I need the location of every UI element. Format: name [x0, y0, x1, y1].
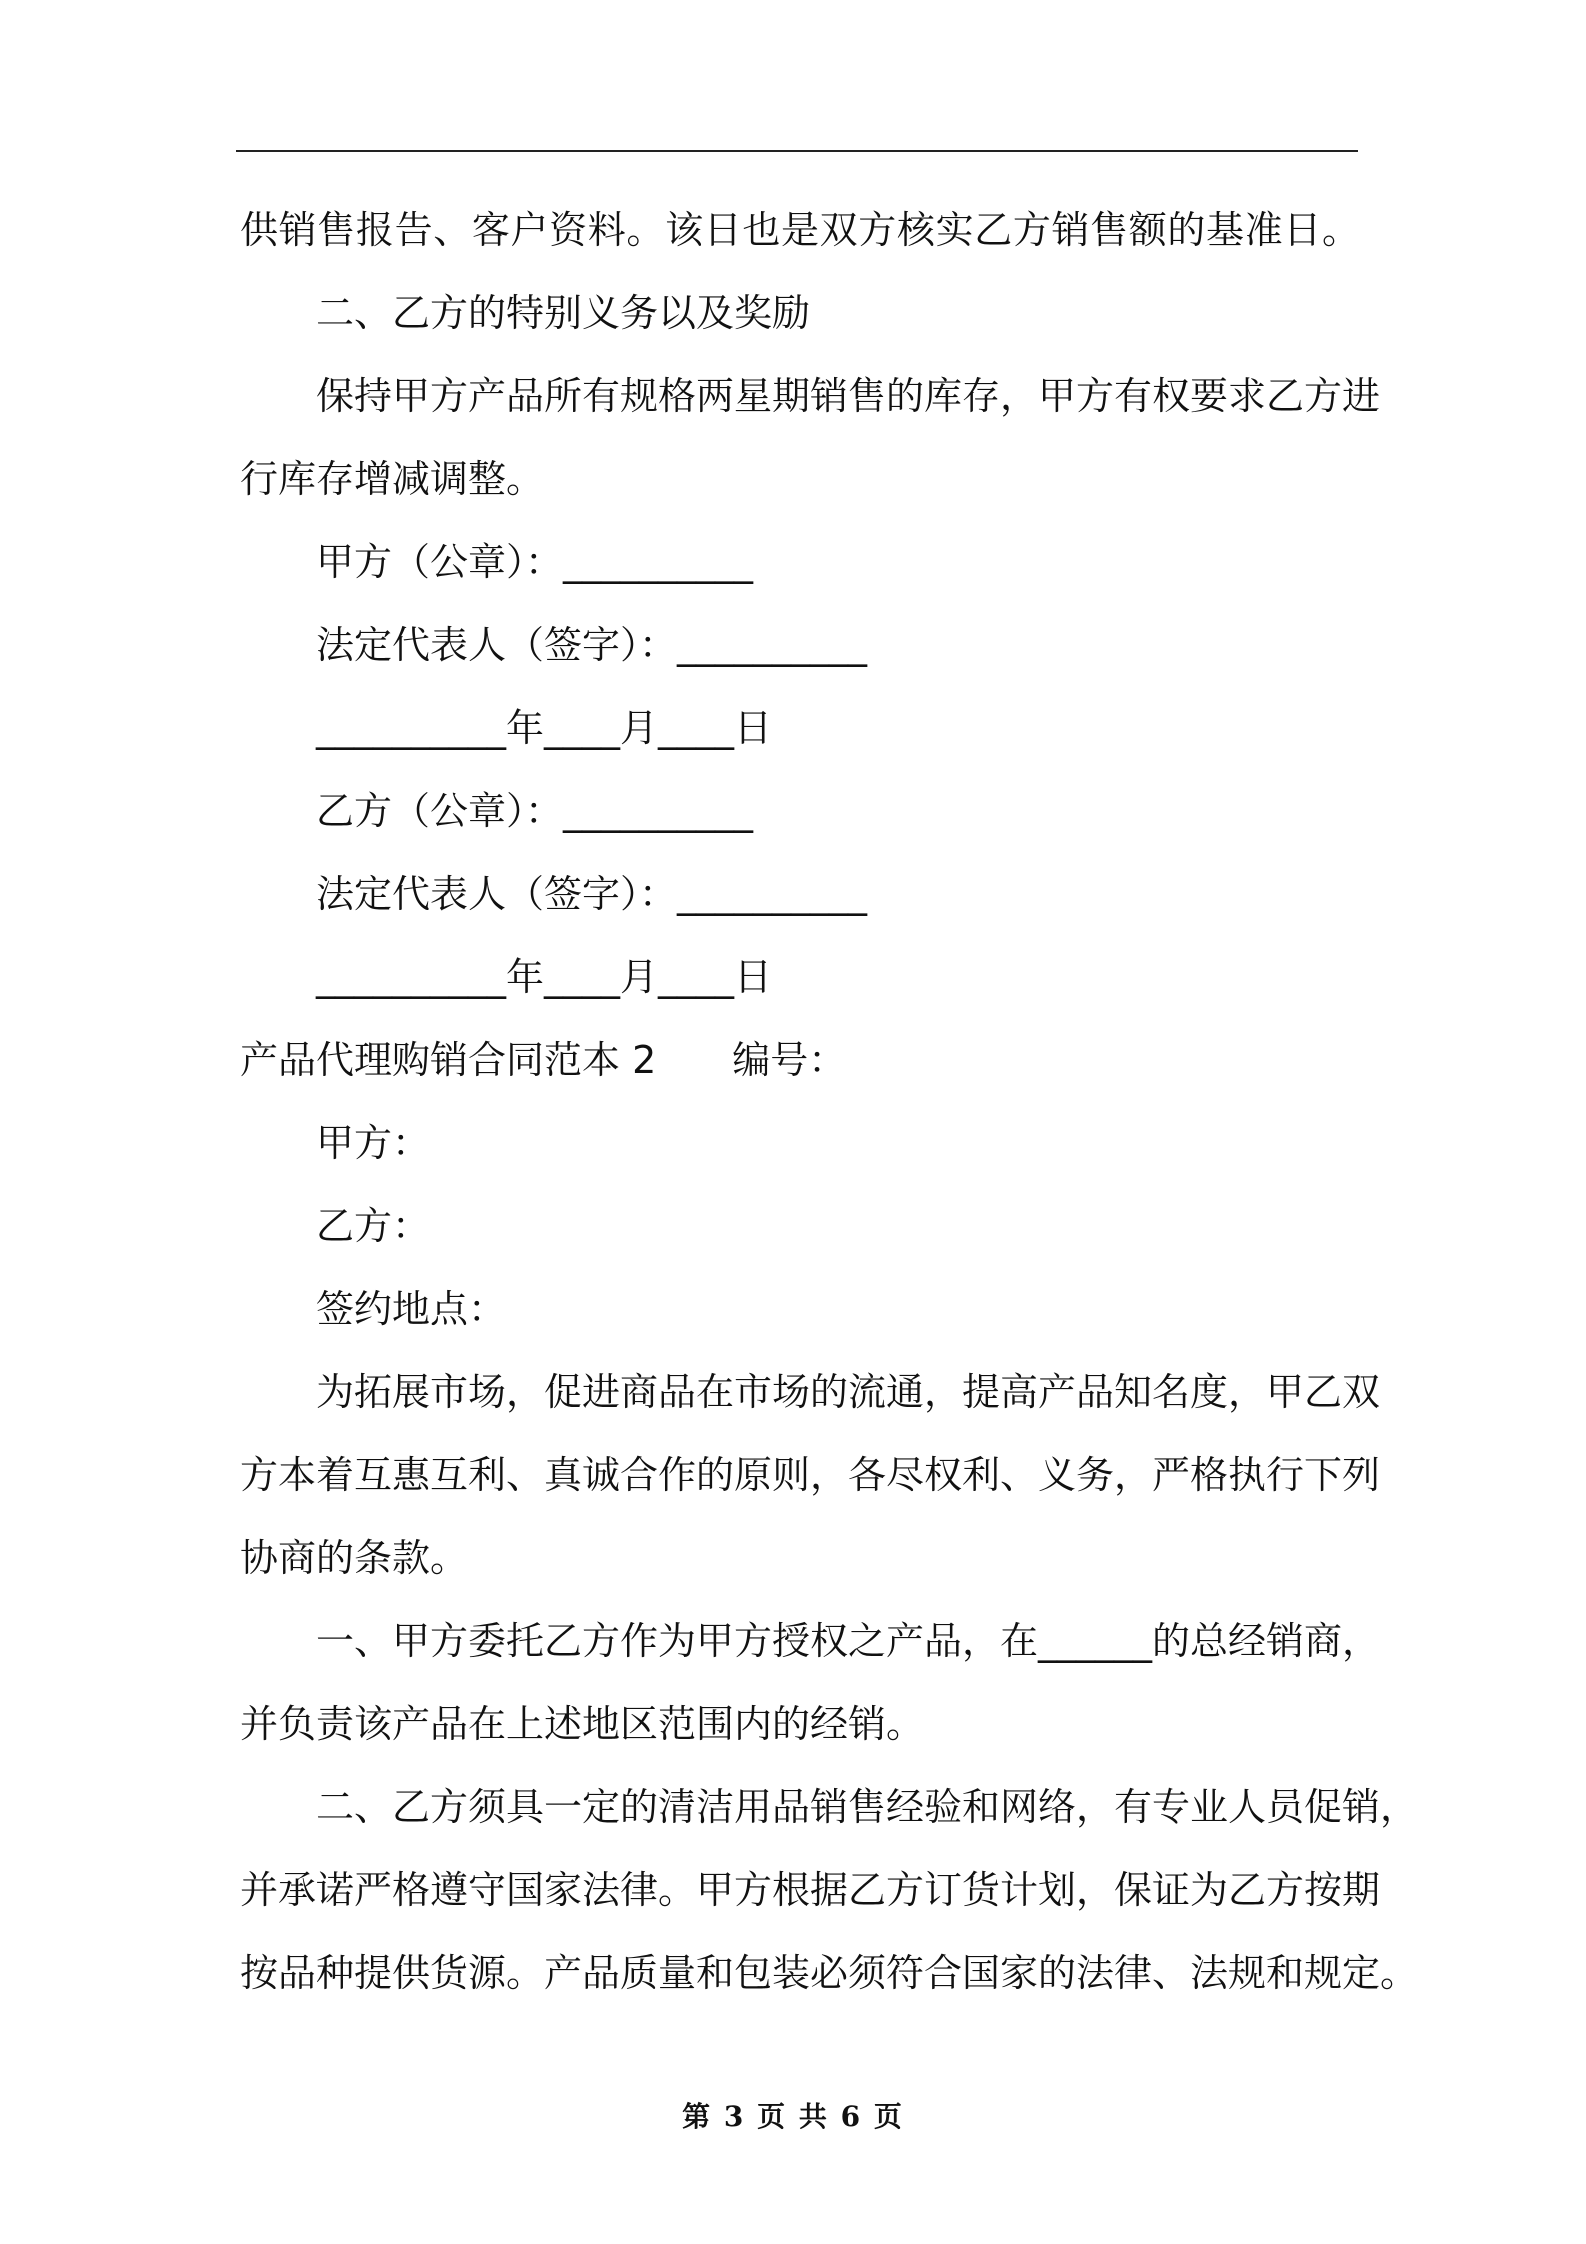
party-a-date-field: __________年____月____日	[316, 706, 773, 750]
clause-line: 并负责该产品在上述地区范围内的经销。	[240, 1702, 925, 1746]
party-a-seal-field: 甲方（公章）：__________	[316, 540, 754, 584]
paragraph-line: 方本着互惠互利、真诚合作的原则，各尽权利、义务，严格执行下列	[240, 1453, 1381, 1497]
paragraph-line: 协商的条款。	[240, 1536, 469, 1580]
party-b-label: 乙方：	[316, 1204, 431, 1248]
paragraph-line: 保持甲方产品所有规格两星期销售的库存，甲方有权要求乙方进	[316, 374, 1381, 418]
party-a-representative-field: 法定代表人（签字）：__________	[316, 623, 868, 667]
clause-line: 一、甲方委托乙方作为甲方授权之产品，在______的总经销商，	[316, 1619, 1381, 1663]
header-rule	[236, 150, 1358, 152]
paragraph-line: 供销售报告、客户资料。该日也是双方核实乙方销售额的基准日。	[240, 208, 1360, 252]
party-a-label: 甲方：	[316, 1121, 431, 1165]
section-heading: 二、乙方的特别义务以及奖励	[316, 291, 811, 335]
signing-location-label: 签约地点：	[316, 1287, 507, 1331]
party-b-seal-field: 乙方（公章）：__________	[316, 789, 754, 833]
page-number: 第 3 页 共 6 页	[682, 2100, 904, 2133]
party-b-date-field: __________年____月____日	[316, 955, 773, 999]
contract-title: 产品代理购销合同范本 2 编号：	[240, 1038, 847, 1082]
party-b-representative-field: 法定代表人（签字）：__________	[316, 872, 868, 916]
paragraph-line: 行库存增减调整。	[240, 457, 545, 501]
clause-line: 并承诺严格遵守国家法律。甲方根据乙方订货计划，保证为乙方按期	[240, 1868, 1381, 1912]
paragraph-line: 为拓展市场，促进商品在市场的流通，提高产品知名度，甲乙双	[316, 1370, 1381, 1414]
clause-line: 按品种提供货源。产品质量和包装必须符合国家的法律、法规和规定。	[240, 1951, 1419, 1995]
clause-line: 二、乙方须具一定的清洁用品销售经验和网络，有专业人员促销，	[316, 1785, 1419, 1829]
